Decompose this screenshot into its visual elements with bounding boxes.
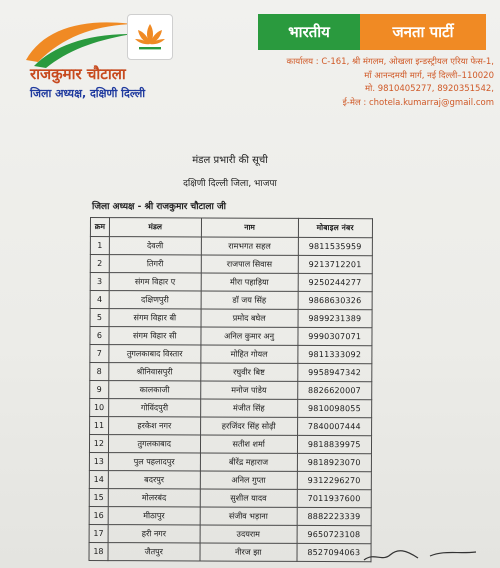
header-mobile: मोबाइल नंबर: [298, 218, 373, 237]
letterhead-name: राजकुमार चौटाला: [30, 65, 126, 83]
cell-mandal: संगम विहार बी: [109, 309, 201, 327]
district-head-line: जिला अध्यक्ष - श्री राजकुमार चौटाला जी: [92, 202, 226, 212]
table-row: [90, 327, 372, 346]
cell-serial: 2: [90, 255, 109, 273]
cell-name: सुशील यादव: [200, 489, 297, 507]
cell-name: मोहित गोयल: [201, 345, 298, 363]
cell-name: डॉ जय सिंह: [201, 291, 298, 309]
bjp-logo: [24, 10, 154, 68]
cell-mandal: जैतपुर: [108, 543, 200, 561]
cell-mobile: 9250244277: [298, 273, 373, 291]
cell-mobile: 8527094063: [297, 543, 372, 561]
cell-name: रामभगत सहल: [201, 237, 298, 255]
cell-mandal: बदरपुर: [108, 471, 200, 489]
party-word-bharatiya: भारतीय: [258, 14, 360, 50]
cell-serial: 9: [90, 381, 109, 399]
cell-mandal: मोलरबंद: [108, 489, 200, 507]
cell-mandal: तुगलकाबाद विस्तार: [109, 345, 201, 363]
cell-mobile: 9958947342: [297, 363, 372, 381]
saffron-swoosh-icon: [24, 10, 134, 68]
cell-name: अनिल गुप्ता: [200, 471, 297, 489]
cell-serial: 10: [90, 399, 109, 417]
lotus-icon: [127, 14, 173, 60]
cell-mandal: तुगलकाबाद: [108, 435, 200, 453]
cell-name: राजपाल सिवास: [201, 255, 298, 273]
cell-name: उदयराम: [200, 525, 297, 543]
document-title: मंडल प्रभारी की सूची: [192, 155, 268, 166]
cell-name: हरजिंदर सिंह सोढ़ी: [200, 417, 297, 435]
cell-mandal: पुल पहलादपुर: [108, 453, 200, 471]
cell-serial: 17: [89, 524, 108, 542]
cell-name: मंजीत सिंह: [200, 399, 297, 417]
cell-name: मीरा पहाड़िया: [201, 273, 298, 291]
table-row: [89, 452, 371, 471]
cell-mandal: कालकाजी: [108, 381, 200, 399]
office-address-block: [282, 56, 494, 110]
cell-serial: 7: [90, 345, 109, 363]
cell-mobile: 9868630326: [298, 291, 373, 309]
cell-serial: 11: [90, 417, 109, 435]
table-row: [89, 542, 371, 561]
cell-mandal: हरी नगर: [108, 525, 200, 543]
document-subtitle: दक्षिणी दिल्ली जिला, भाजपा: [183, 179, 277, 189]
cell-mandal: देवली: [109, 237, 201, 255]
table-row: [90, 237, 372, 256]
cell-name: प्रमोद बघेल: [201, 309, 298, 327]
cell-mandal: दक्षिणपुरी: [109, 291, 201, 309]
cell-mandal: हरकेश नगर: [108, 417, 200, 435]
cell-mandal: मीठापुर: [108, 507, 200, 525]
cell-serial: 14: [89, 470, 108, 488]
table-header-row: [90, 218, 372, 238]
header-serial: क्रम: [90, 218, 109, 237]
cell-mobile: 8882223339: [297, 507, 372, 525]
table-row: [90, 255, 372, 274]
header-mandal: मंडल: [109, 218, 201, 237]
cell-serial: 12: [89, 435, 108, 453]
cell-serial: 1: [90, 237, 109, 255]
pen-scribble: [360, 546, 480, 566]
table-row: [90, 309, 372, 328]
party-name-banner: [258, 14, 486, 50]
cell-mandal: श्रीनिवासपुरी: [109, 363, 201, 381]
cell-mobile: 9811333092: [297, 345, 372, 363]
cell-name: बीरेंद्र महाराज: [200, 453, 297, 471]
table-row: [89, 435, 371, 454]
table-body: [89, 237, 372, 562]
cell-mobile: 8826620007: [297, 381, 372, 399]
cell-mandal: गोविंदपुरी: [108, 399, 200, 417]
mandal-prabhari-table: [88, 217, 372, 562]
table-row: [90, 273, 372, 292]
cell-name: मनोज पांडेय: [200, 381, 297, 399]
cell-name: संजीव भड़ाना: [200, 507, 297, 525]
table-row: [90, 381, 372, 400]
table-row: [90, 363, 372, 382]
address-line-2: माँ आनन्दमयी मार्ग, नई दिल्ली–110020: [364, 70, 494, 81]
table-row: [90, 417, 372, 436]
cell-mandal: संगम विहार ए: [109, 273, 201, 291]
cell-mobile: 9213712201: [298, 255, 373, 273]
cell-mandal: तिगरी: [109, 255, 201, 273]
cell-serial: 13: [89, 452, 108, 470]
letterhead-designation: जिला अध्यक्ष, दक्षिणी दिल्ली: [30, 87, 146, 100]
cell-mobile: 9990307071: [298, 327, 373, 345]
table-row: [89, 470, 371, 489]
cell-name: नीरज झा: [200, 543, 297, 561]
cell-mandal: संगम विहार सी: [109, 327, 201, 345]
party-word-janata-party: जनता पार्टी: [360, 14, 486, 50]
cell-serial: 5: [90, 309, 109, 327]
table-row: [89, 488, 371, 507]
cell-name: रघुवीर बिष्ट: [201, 363, 298, 381]
cell-serial: 16: [89, 506, 108, 524]
cell-name: सतीश शर्मा: [200, 435, 297, 453]
cell-serial: 6: [90, 327, 109, 345]
table-row: [89, 524, 371, 543]
table-row: [90, 399, 372, 418]
cell-mobile: 9818839975: [297, 435, 372, 453]
cell-mobile: 7011937600: [297, 489, 372, 507]
table-row: [90, 291, 372, 310]
table-row: [89, 506, 371, 525]
phone-line: मो. 9810405277, 8920351542,: [365, 84, 494, 94]
cell-serial: 15: [89, 488, 108, 506]
cell-mobile: 7840007444: [297, 417, 372, 435]
cell-mobile: 9810098055: [297, 399, 372, 417]
header-name: नाम: [201, 218, 298, 237]
cell-mobile: 9650723108: [297, 525, 372, 543]
cell-name: अनिल कुमार अनु: [201, 327, 298, 345]
cell-serial: 18: [89, 542, 108, 560]
cell-serial: 8: [90, 363, 109, 381]
cell-serial: 4: [90, 291, 109, 309]
table-row: [90, 345, 372, 364]
email-line: ई-मेल : chotela.kumarraj@gmail.com: [342, 97, 494, 108]
cell-serial: 3: [90, 273, 109, 291]
cell-mobile: 9818923070: [297, 453, 372, 471]
address-line-1: कार्यालय : C-161, श्री मंगलम, ओखला इन्डस्ट्रीयल एरिया फेस-1,: [286, 57, 494, 67]
cell-mobile: 9811535959: [298, 237, 373, 255]
cell-mobile: 9312296270: [297, 471, 372, 489]
cell-mobile: 9899231389: [298, 309, 373, 327]
